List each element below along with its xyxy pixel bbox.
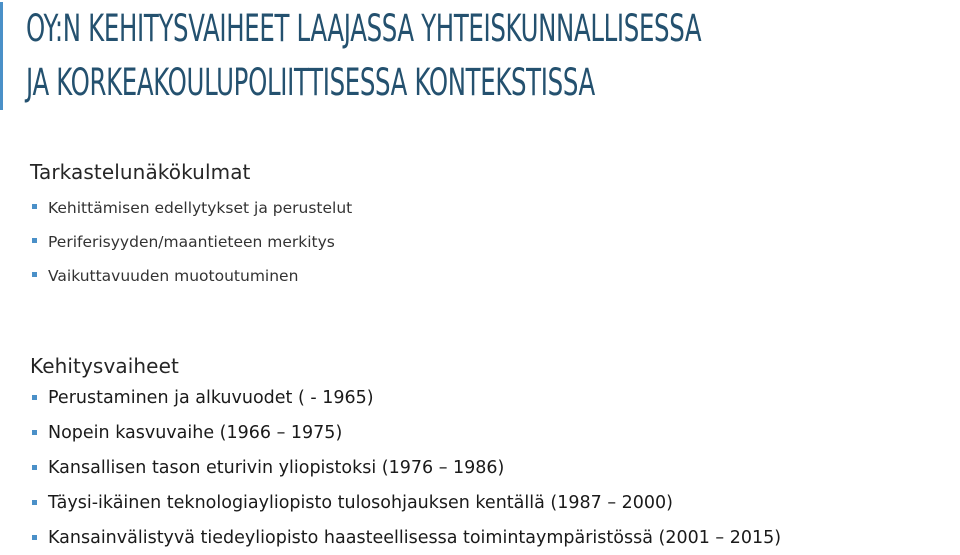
list-item-text: Nopein kasvuvaihe (1966 – 1975) — [48, 423, 343, 443]
section-heading: Tarkastelunäkökulmat — [30, 160, 251, 184]
bullet-list — [30, 381, 781, 555]
list-item — [30, 381, 781, 416]
list-item-text: Täysi-ikäinen teknologiayliopisto tulosohjauksen kentällä (1987 – 2000) — [48, 493, 673, 513]
bullet-list — [30, 191, 352, 293]
list-item — [30, 416, 781, 451]
list-item — [30, 225, 352, 259]
square-bullet-icon — [32, 535, 37, 540]
section-perspectives — [30, 159, 352, 293]
list-item-text: Kehittämisen edellytykset ja perustelut — [48, 199, 353, 217]
square-bullet-icon — [32, 204, 37, 209]
list-item — [30, 451, 781, 486]
list-item — [30, 191, 352, 225]
list-item-text: Perustaminen ja alkuvuodet ( - 1965) — [48, 388, 374, 408]
slide-title-line-1: OY:N KEHITYSVAIHEET LAAJASSA YHTEISKUNNALLISESSA — [26, 7, 702, 50]
square-bullet-icon — [32, 465, 37, 470]
slide-title — [26, 2, 701, 110]
list-item-text: Periferisyyden/maantieteen merkitys — [48, 233, 335, 251]
square-bullet-icon — [32, 238, 37, 243]
list-item — [30, 486, 781, 521]
slide-title-line-2: JA KORKEAKOULUPOLIITTISESSA KONTEKSTISSA — [26, 61, 595, 104]
section-development-phases — [30, 353, 781, 555]
list-item-text: Kansainvälistyvä tiedeyliopisto haasteellisessa toimintaympäristössä (2001 – 2015) — [48, 528, 782, 548]
list-item-text: Kansallisen tason eturivin yliopistoksi (1976 – 1986) — [48, 458, 505, 478]
square-bullet-icon — [32, 395, 37, 400]
list-item-text: Vaikuttavuuden muotoutuminen — [48, 267, 299, 285]
list-item — [30, 521, 781, 555]
square-bullet-icon — [32, 500, 37, 505]
square-bullet-icon — [32, 272, 37, 277]
list-item — [30, 259, 352, 293]
section-heading: Kehitysvaiheet — [30, 354, 179, 378]
square-bullet-icon — [32, 430, 37, 435]
title-accent-bar — [0, 2, 3, 110]
